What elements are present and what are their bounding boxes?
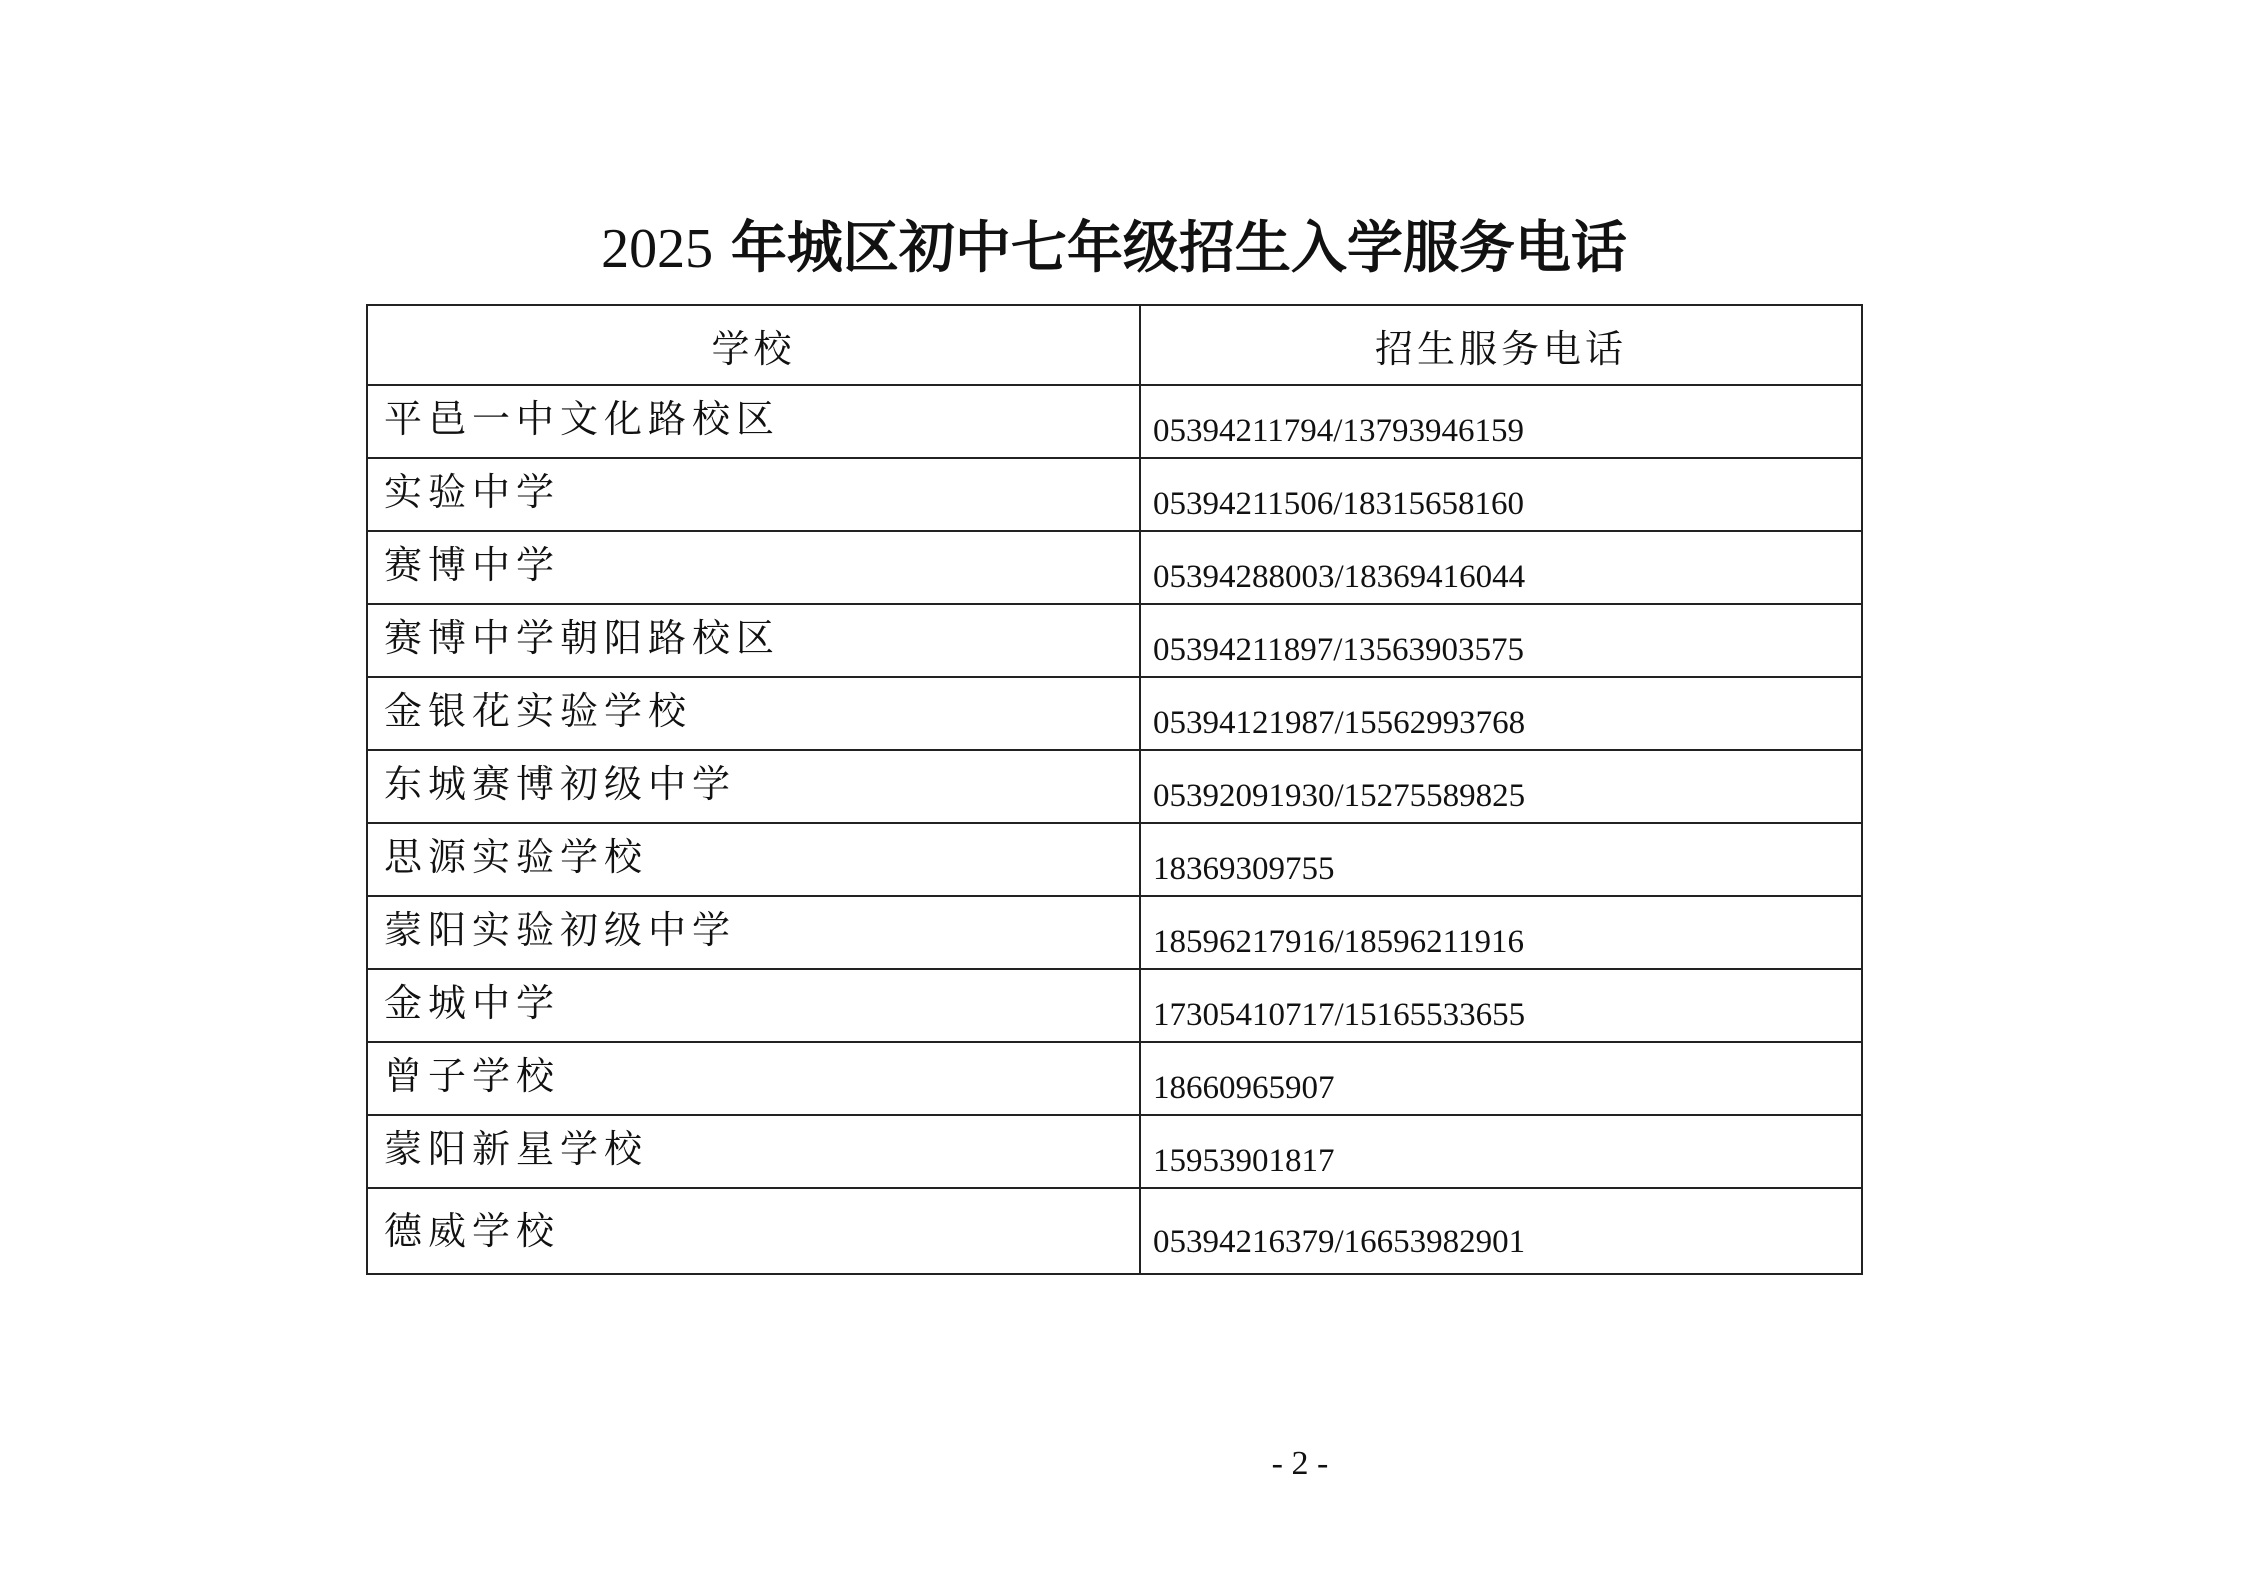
school-name: 东城赛博初级中学: [367, 750, 1140, 823]
school-name: 德威学校: [367, 1188, 1140, 1274]
school-name: 平邑一中文化路校区: [367, 385, 1140, 458]
enrollment-phone-table: [366, 304, 1863, 1275]
table-row: [367, 969, 1862, 1042]
table-row: [367, 1115, 1862, 1188]
school-name: 蒙阳实验初级中学: [367, 896, 1140, 969]
school-name: 蒙阳新星学校: [367, 1115, 1140, 1188]
table-row: [367, 677, 1862, 750]
school-phone: 05394211794/13793946159: [1140, 385, 1862, 458]
school-name: 赛博中学: [367, 531, 1140, 604]
table-row: [367, 604, 1862, 677]
table-row: [367, 458, 1862, 531]
header-school: 学校: [367, 305, 1140, 385]
page-number: - 2 -: [1271, 1445, 1329, 1482]
table-row: [367, 823, 1862, 896]
table-row: [367, 531, 1862, 604]
school-phone: 18596217916/18596211916: [1140, 896, 1862, 969]
school-phone: 15953901817: [1140, 1115, 1862, 1188]
school-name: 赛博中学朝阳路校区: [367, 604, 1140, 677]
school-phone: 05394121987/15562993768: [1140, 677, 1862, 750]
school-name: 曾子学校: [367, 1042, 1140, 1115]
school-name: 实验中学: [367, 458, 1140, 531]
table-row: [367, 1188, 1862, 1274]
title-text: 年城区初中七年级招生入学服务电话: [730, 215, 1627, 281]
school-name: 金银花实验学校: [367, 677, 1140, 750]
school-phone: 18660965907: [1140, 1042, 1862, 1115]
page-title: [0, 212, 2228, 285]
school-phone: 17305410717/15165533655: [1140, 969, 1862, 1042]
table-row: [367, 896, 1862, 969]
school-phone: 05394211897/13563903575: [1140, 604, 1862, 677]
table-row: [367, 385, 1862, 458]
table-row: [367, 1042, 1862, 1115]
school-phone: 05394288003/18369416044: [1140, 531, 1862, 604]
school-phone: 05394211506/18315658160: [1140, 458, 1862, 531]
school-phone: 18369309755: [1140, 823, 1862, 896]
table-header-row: [367, 305, 1862, 385]
school-name: 思源实验学校: [367, 823, 1140, 896]
school-name: 金城中学: [367, 969, 1140, 1042]
table-row: [367, 750, 1862, 823]
header-phone: 招生服务电话: [1140, 305, 1862, 385]
school-phone: 05394216379/16653982901: [1140, 1188, 1862, 1274]
school-phone: 05392091930/15275589825: [1140, 750, 1862, 823]
title-year: 2025: [601, 218, 714, 280]
